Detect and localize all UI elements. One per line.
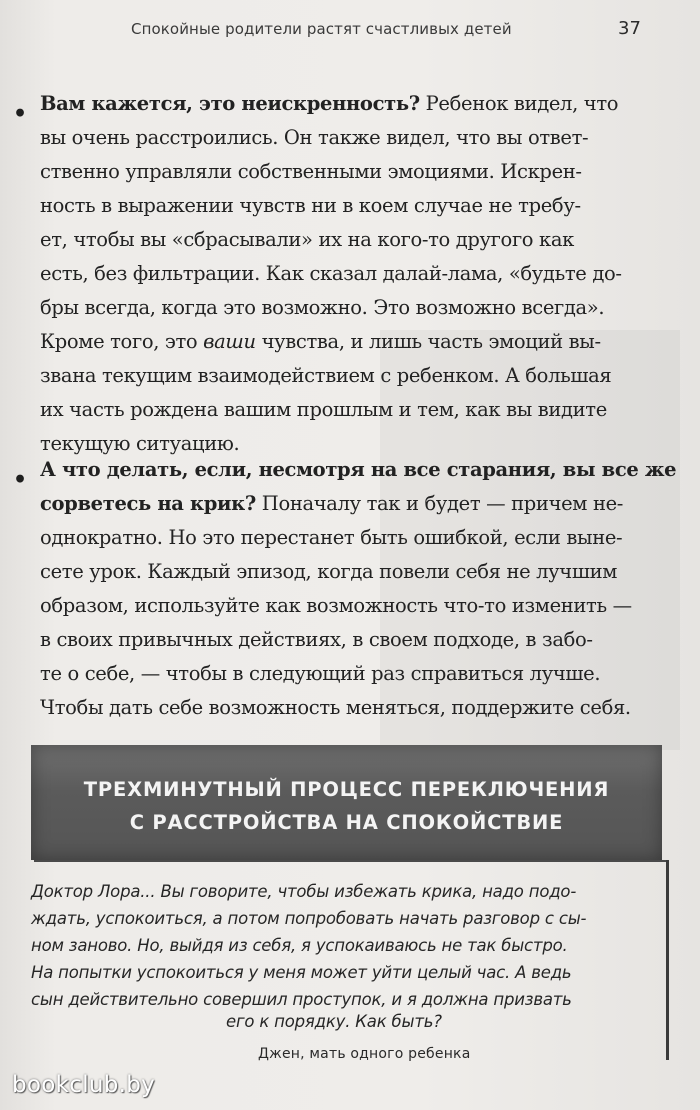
bullet-lead-bold: сорветесь на крик? (40, 492, 256, 515)
text-line (40, 458, 676, 482)
text-line: те о себе, — чтобы в следующий раз справиться лучше. (40, 662, 601, 685)
text-line: Вам кажется, это неискренность? Ребенок видел, что (40, 92, 619, 115)
text-line: ность в выражении чувств ни в коем случае не требу- (40, 194, 581, 217)
text-line: в своих привычных действиях, в своем подходе, в забо- (40, 628, 593, 651)
text-line: бры всегда, когда это возможно. Это возможно всегда». (40, 296, 605, 319)
text-line: однократно. Но это перестанет быть ошибкой, если выне- (40, 526, 623, 549)
running-header: Спокойные родители растят счастливых детей (131, 20, 512, 38)
quote-line: ном заново. Но, выйдя из себя, я успокаиваюсь не так быстро. (31, 936, 568, 955)
quote-line: Доктор Лора... Вы говорите, чтобы избежать крика, надо подо- (31, 882, 577, 901)
text-line: их часть рождена вашим прошлым и тем, как вы видите (40, 398, 607, 421)
bullet-dot: • (13, 101, 28, 127)
text-line: Кроме того, это ваши чувства, и лишь часть эмоций вы- (40, 330, 601, 353)
text-line: вы очень расстроились. Он также видел, что вы ответ- (40, 126, 589, 149)
watermark: bookclub.by (12, 1072, 156, 1098)
box-right-border (666, 860, 669, 1060)
text-line: сорветесь на крик? Поначалу так и будет — причем не- (40, 492, 624, 515)
quote-line: его к порядку. Как быть? (226, 1012, 442, 1031)
bullet-dot: • (13, 467, 28, 493)
box-title-line-2: С РАССТРОЙСТВА НА СПОКОЙСТВИЕ (129, 811, 564, 834)
text-line: сете урок. Каждый эпизод, когда повели себя не лучшим (40, 560, 618, 583)
italic-emphasis: ваши (203, 330, 256, 353)
sidebar-box-title-banner (31, 745, 662, 860)
text-line: Чтобы дать себе возможность меняться, поддержите себя. (40, 696, 631, 719)
quote-signature: Джен, мать одного ребенка (258, 1046, 471, 1062)
bullet-lead-bold: А что делать, если, несмотря на все старания, вы все же (40, 458, 677, 481)
text-line: ственно управляли собственными эмоциями. Искрен- (40, 160, 582, 183)
bullet-lead-bold: Вам кажется, это неискренность? (40, 92, 420, 115)
text-line: есть, без фильтрации. Как сказал далай-лама, «будьте до- (40, 262, 622, 285)
box-title-line-1: ТРЕХМИНУТНЫЙ ПРОЦЕСС ПЕРЕКЛЮЧЕНИЯ (83, 778, 610, 801)
text-line: ет, чтобы вы «сбрасывали» их на кого-то другого как (40, 228, 574, 251)
page-number: 37 (618, 18, 641, 39)
quote-line: На попытки успокоиться у меня может уйти целый час. А ведь (31, 963, 572, 982)
text-line: текущую ситуацию. (40, 432, 240, 455)
quote-line: ждать, успокоиться, а потом попробовать начать разговор с сы- (31, 909, 587, 928)
text-line: образом, используйте как возможность что-то изменить — (40, 594, 632, 617)
quote-line: сын действительно совершил проступок, и я должна призвать (31, 990, 572, 1009)
box-divider (34, 860, 669, 862)
text-line: звана текущим взаимодействием с ребенком. А большая (40, 364, 612, 387)
